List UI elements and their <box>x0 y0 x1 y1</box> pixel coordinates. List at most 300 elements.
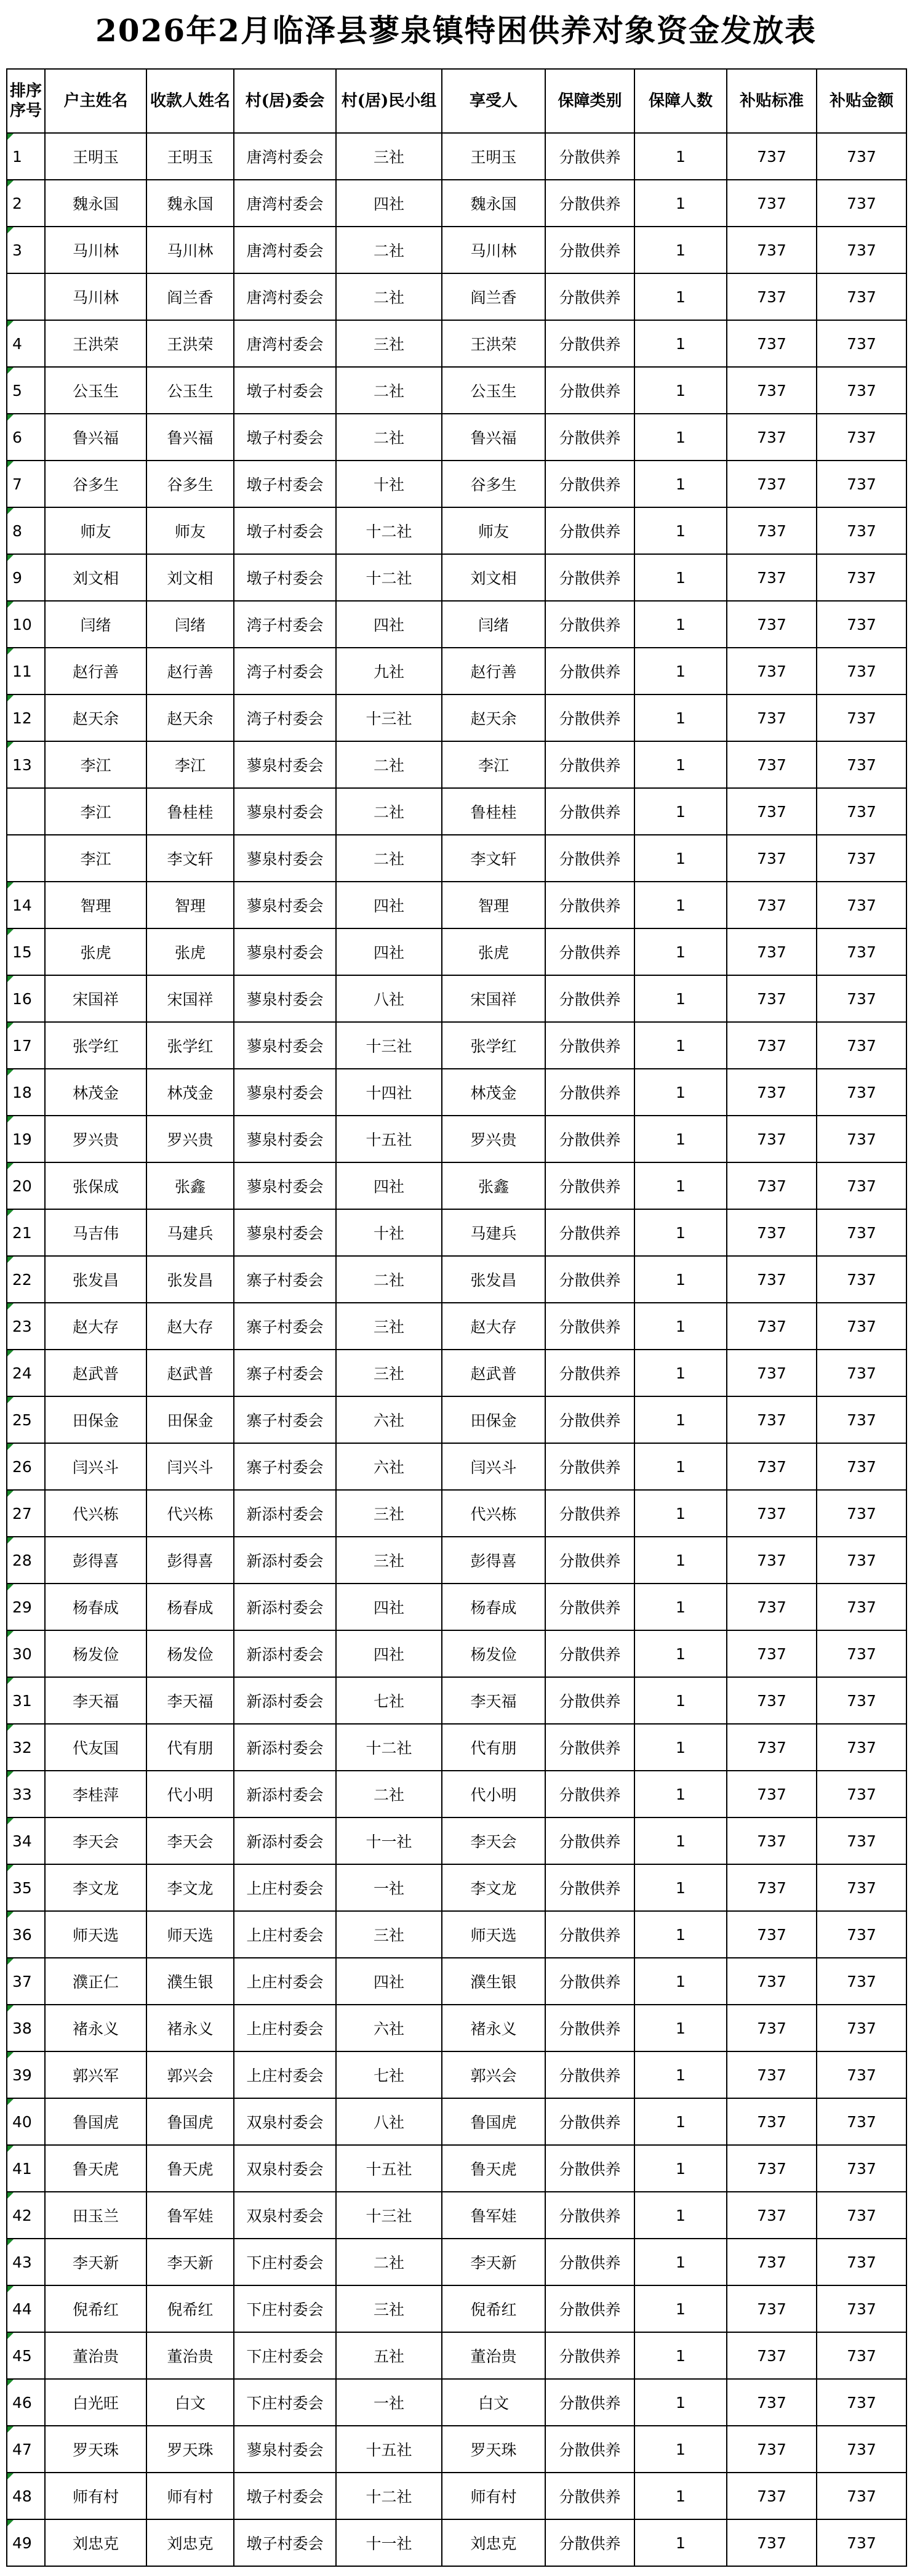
table-row <box>7 2145 906 2192</box>
table-row <box>7 1350 906 1396</box>
cell-amount: 737 <box>817 1396 906 1443</box>
cell-payee: 马建兵 <box>146 1209 234 1256</box>
cell-village-group: 十二社 <box>336 1724 442 1771</box>
cell-seq: 42 <box>7 2192 45 2239</box>
cell-category: 分散供养 <box>545 414 634 461</box>
cell-count: 1 <box>634 1209 727 1256</box>
cell-beneficiary: 代有朋 <box>442 1724 545 1771</box>
cell-amount: 737 <box>817 2051 906 2098</box>
cell-village-committee: 蓼泉村委会 <box>234 882 336 928</box>
cell-payee: 宋国祥 <box>146 975 234 1022</box>
cell-standard: 737 <box>727 788 817 835</box>
cell-standard: 737 <box>727 601 817 648</box>
cell-beneficiary: 王明玉 <box>442 133 545 180</box>
cell-seq: 4 <box>7 320 45 367</box>
cell-count: 1 <box>634 882 727 928</box>
cell-seq: 36 <box>7 1911 45 1958</box>
cell-payee: 王洪荣 <box>146 320 234 367</box>
cell-standard: 737 <box>727 835 817 882</box>
cell-payee: 闫兴斗 <box>146 1443 234 1490</box>
cell-category: 分散供养 <box>545 1911 634 1958</box>
cell-amount: 737 <box>817 1209 906 1256</box>
cell-village-committee: 蓼泉村委会 <box>234 1162 336 1209</box>
cell-village-committee: 新添村委会 <box>234 1584 336 1630</box>
cell-seq: 38 <box>7 2005 45 2051</box>
cell-household-head: 李天新 <box>45 2239 146 2285</box>
cell-village-group: 三社 <box>336 1911 442 1958</box>
cell-beneficiary: 刘文相 <box>442 554 545 601</box>
cell-village-committee: 墩子村委会 <box>234 2519 336 2566</box>
cell-payee: 罗天珠 <box>146 2426 234 2473</box>
cell-amount: 737 <box>817 788 906 835</box>
cell-category: 分散供养 <box>545 1771 634 1817</box>
cell-seq: 28 <box>7 1537 45 1584</box>
header-beneficiary: 享受人 <box>442 69 545 133</box>
cell-standard: 737 <box>727 1630 817 1677</box>
cell-standard: 737 <box>727 1724 817 1771</box>
cell-household-head: 倪希红 <box>45 2285 146 2332</box>
table-row <box>7 1490 906 1537</box>
cell-seq: 49 <box>7 2519 45 2566</box>
cell-village-group: 十五社 <box>336 2426 442 2473</box>
cell-village-committee: 墩子村委会 <box>234 461 336 507</box>
cell-village-group: 十一社 <box>336 1817 442 1864</box>
cell-payee: 张发昌 <box>146 1256 234 1303</box>
cell-village-committee: 湾子村委会 <box>234 648 336 694</box>
cell-village-group: 三社 <box>336 1537 442 1584</box>
cell-beneficiary: 杨春成 <box>442 1584 545 1630</box>
cell-household-head: 刘文相 <box>45 554 146 601</box>
header-count: 保障人数 <box>634 69 727 133</box>
cell-amount: 737 <box>817 1677 906 1724</box>
cell-standard: 737 <box>727 2473 817 2519</box>
cell-household-head: 田玉兰 <box>45 2192 146 2239</box>
cell-count: 1 <box>634 694 727 741</box>
cell-village-group: 六社 <box>336 2005 442 2051</box>
cell-count: 1 <box>634 2051 727 2098</box>
cell-amount: 737 <box>817 741 906 788</box>
cell-payee: 林茂金 <box>146 1069 234 1116</box>
cell-amount: 737 <box>817 882 906 928</box>
table-row <box>7 554 906 601</box>
cell-village-committee: 墩子村委会 <box>234 2473 336 2519</box>
cell-household-head: 马川林 <box>45 227 146 273</box>
cell-seq: 3 <box>7 227 45 273</box>
cell-amount: 737 <box>817 2285 906 2332</box>
cell-village-committee: 蓼泉村委会 <box>234 1069 336 1116</box>
cell-seq: 44 <box>7 2285 45 2332</box>
cell-count: 1 <box>634 1584 727 1630</box>
cell-household-head: 鲁国虎 <box>45 2098 146 2145</box>
cell-household-head: 赵天余 <box>45 694 146 741</box>
cell-beneficiary: 赵行善 <box>442 648 545 694</box>
table-row <box>7 648 906 694</box>
cell-household-head: 杨春成 <box>45 1584 146 1630</box>
cell-standard: 737 <box>727 1069 817 1116</box>
cell-standard: 737 <box>727 180 817 227</box>
cell-payee: 代兴栋 <box>146 1490 234 1537</box>
cell-count: 1 <box>634 133 727 180</box>
cell-beneficiary: 张鑫 <box>442 1162 545 1209</box>
cell-beneficiary: 赵天余 <box>442 694 545 741</box>
cell-standard: 737 <box>727 2145 817 2192</box>
cell-village-group: 十一社 <box>336 2519 442 2566</box>
cell-payee: 马川林 <box>146 227 234 273</box>
cell-count: 1 <box>634 1911 727 1958</box>
cell-village-committee: 双泉村委会 <box>234 2145 336 2192</box>
cell-payee: 褚永义 <box>146 2005 234 2051</box>
cell-payee: 李天会 <box>146 1817 234 1864</box>
cell-payee: 刘文相 <box>146 554 234 601</box>
cell-seq: 11 <box>7 648 45 694</box>
table-row <box>7 1116 906 1162</box>
cell-payee: 师天选 <box>146 1911 234 1958</box>
cell-payee: 赵大存 <box>146 1303 234 1350</box>
cell-payee: 董治贵 <box>146 2332 234 2379</box>
cell-count: 1 <box>634 1537 727 1584</box>
cell-seq: 12 <box>7 694 45 741</box>
cell-standard: 737 <box>727 461 817 507</box>
cell-amount: 737 <box>817 1443 906 1490</box>
cell-standard: 737 <box>727 320 817 367</box>
cell-payee: 白文 <box>146 2379 234 2426</box>
cell-household-head: 谷多生 <box>45 461 146 507</box>
table-row <box>7 975 906 1022</box>
cell-household-head: 李天福 <box>45 1677 146 1724</box>
cell-payee: 魏永国 <box>146 180 234 227</box>
cell-household-head: 闫兴斗 <box>45 1443 146 1490</box>
cell-beneficiary: 倪希红 <box>442 2285 545 2332</box>
cell-amount: 737 <box>817 2473 906 2519</box>
table-row <box>7 694 906 741</box>
cell-amount: 737 <box>817 507 906 554</box>
cell-standard: 737 <box>727 2098 817 2145</box>
cell-amount: 737 <box>817 273 906 320</box>
cell-seq: 15 <box>7 928 45 975</box>
cell-category: 分散供养 <box>545 2519 634 2566</box>
table-body <box>7 133 906 2566</box>
cell-standard: 737 <box>727 1350 817 1396</box>
cell-household-head: 田保金 <box>45 1396 146 1443</box>
cell-village-group: 三社 <box>336 1350 442 1396</box>
cell-seq: 45 <box>7 2332 45 2379</box>
table-header-row <box>7 69 906 133</box>
cell-standard: 737 <box>727 1911 817 1958</box>
cell-village-committee: 寨子村委会 <box>234 1396 336 1443</box>
cell-category: 分散供养 <box>545 1630 634 1677</box>
cell-category: 分散供养 <box>545 2239 634 2285</box>
cell-village-group: 四社 <box>336 180 442 227</box>
cell-standard: 737 <box>727 928 817 975</box>
cell-village-committee: 新添村委会 <box>234 1490 336 1537</box>
cell-payee: 鲁天虎 <box>146 2145 234 2192</box>
header-standard: 补贴标准 <box>727 69 817 133</box>
cell-seq: 8 <box>7 507 45 554</box>
cell-seq: 29 <box>7 1584 45 1630</box>
cell-seq <box>7 835 45 882</box>
cell-village-committee: 新添村委会 <box>234 1677 336 1724</box>
cell-amount: 737 <box>817 2332 906 2379</box>
cell-standard: 737 <box>727 1537 817 1584</box>
cell-category: 分散供养 <box>545 273 634 320</box>
cell-village-committee: 下庄村委会 <box>234 2239 336 2285</box>
cell-village-group: 二社 <box>336 1771 442 1817</box>
cell-category: 分散供养 <box>545 367 634 414</box>
cell-village-committee: 下庄村委会 <box>234 2332 336 2379</box>
table-row <box>7 2192 906 2239</box>
cell-village-group: 二社 <box>336 835 442 882</box>
cell-category: 分散供养 <box>545 882 634 928</box>
cell-count: 1 <box>634 2145 727 2192</box>
cell-payee: 张鑫 <box>146 1162 234 1209</box>
cell-beneficiary: 张学红 <box>442 1022 545 1069</box>
cell-category: 分散供养 <box>545 2473 634 2519</box>
cell-count: 1 <box>634 1350 727 1396</box>
cell-household-head: 赵大存 <box>45 1303 146 1350</box>
cell-village-group: 十五社 <box>336 2145 442 2192</box>
table-row <box>7 414 906 461</box>
cell-count: 1 <box>634 2192 727 2239</box>
cell-amount: 737 <box>817 227 906 273</box>
cell-standard: 737 <box>727 975 817 1022</box>
cell-standard: 737 <box>727 507 817 554</box>
table-row <box>7 273 906 320</box>
cell-count: 1 <box>634 1303 727 1350</box>
table-row <box>7 1537 906 1584</box>
cell-village-committee: 唐湾村委会 <box>234 133 336 180</box>
cell-seq: 17 <box>7 1022 45 1069</box>
cell-household-head: 鲁天虎 <box>45 2145 146 2192</box>
cell-beneficiary: 郭兴会 <box>442 2051 545 2098</box>
cell-seq: 9 <box>7 554 45 601</box>
cell-household-head: 公玉生 <box>45 367 146 414</box>
cell-count: 1 <box>634 2098 727 2145</box>
cell-count: 1 <box>634 320 727 367</box>
cell-amount: 737 <box>817 180 906 227</box>
cell-seq: 40 <box>7 2098 45 2145</box>
cell-seq: 32 <box>7 1724 45 1771</box>
cell-village-committee: 新添村委会 <box>234 1724 336 1771</box>
cell-seq: 43 <box>7 2239 45 2285</box>
cell-seq: 39 <box>7 2051 45 2098</box>
cell-count: 1 <box>634 928 727 975</box>
cell-household-head: 李江 <box>45 835 146 882</box>
cell-standard: 737 <box>727 273 817 320</box>
table-row <box>7 507 906 554</box>
cell-amount: 737 <box>817 2192 906 2239</box>
table-row <box>7 1911 906 1958</box>
cell-village-committee: 上庄村委会 <box>234 1911 336 1958</box>
cell-beneficiary: 褚永义 <box>442 2005 545 2051</box>
table-row <box>7 1256 906 1303</box>
cell-beneficiary: 鲁兴福 <box>442 414 545 461</box>
cell-household-head: 褚永义 <box>45 2005 146 2051</box>
cell-beneficiary: 师友 <box>442 507 545 554</box>
cell-category: 分散供养 <box>545 601 634 648</box>
cell-category: 分散供养 <box>545 180 634 227</box>
cell-beneficiary: 代兴栋 <box>442 1490 545 1537</box>
table-row <box>7 2051 906 2098</box>
cell-count: 1 <box>634 180 727 227</box>
cell-village-group: 二社 <box>336 367 442 414</box>
cell-village-committee: 湾子村委会 <box>234 601 336 648</box>
cell-seq: 27 <box>7 1490 45 1537</box>
cell-household-head: 李文龙 <box>45 1864 146 1911</box>
cell-count: 1 <box>634 648 727 694</box>
cell-standard: 737 <box>727 1396 817 1443</box>
cell-amount: 737 <box>817 1771 906 1817</box>
cell-village-committee: 蓼泉村委会 <box>234 975 336 1022</box>
cell-payee: 赵行善 <box>146 648 234 694</box>
table-row <box>7 1724 906 1771</box>
table-row <box>7 835 906 882</box>
cell-standard: 737 <box>727 2426 817 2473</box>
cell-count: 1 <box>634 367 727 414</box>
cell-household-head: 白光旺 <box>45 2379 146 2426</box>
cell-count: 1 <box>634 1630 727 1677</box>
cell-standard: 737 <box>727 2051 817 2098</box>
cell-household-head: 李桂萍 <box>45 1771 146 1817</box>
table-row <box>7 2379 906 2426</box>
cell-category: 分散供养 <box>545 2005 634 2051</box>
cell-standard: 737 <box>727 882 817 928</box>
cell-seq: 21 <box>7 1209 45 1256</box>
cell-beneficiary: 彭得喜 <box>442 1537 545 1584</box>
cell-standard: 737 <box>727 367 817 414</box>
cell-standard: 737 <box>727 1116 817 1162</box>
cell-village-committee: 蓼泉村委会 <box>234 1022 336 1069</box>
cell-village-committee: 唐湾村委会 <box>234 227 336 273</box>
cell-category: 分散供养 <box>545 2145 634 2192</box>
cell-village-committee: 寨子村委会 <box>234 1443 336 1490</box>
cell-amount: 737 <box>817 835 906 882</box>
cell-category: 分散供养 <box>545 1490 634 1537</box>
cell-household-head: 杨发俭 <box>45 1630 146 1677</box>
cell-seq: 35 <box>7 1864 45 1911</box>
table-row <box>7 2285 906 2332</box>
cell-beneficiary: 白文 <box>442 2379 545 2426</box>
cell-payee: 谷多生 <box>146 461 234 507</box>
cell-category: 分散供养 <box>545 741 634 788</box>
cell-village-committee: 双泉村委会 <box>234 2192 336 2239</box>
cell-category: 分散供养 <box>545 788 634 835</box>
cell-village-group: 四社 <box>336 1162 442 1209</box>
table-row <box>7 320 906 367</box>
cell-seq <box>7 788 45 835</box>
cell-household-head: 宋国祥 <box>45 975 146 1022</box>
cell-count: 1 <box>634 1864 727 1911</box>
cell-payee: 闫绪 <box>146 601 234 648</box>
cell-standard: 737 <box>727 2379 817 2426</box>
cell-standard: 737 <box>727 1209 817 1256</box>
cell-standard: 737 <box>727 2239 817 2285</box>
table-row <box>7 741 906 788</box>
cell-payee: 鲁军娃 <box>146 2192 234 2239</box>
table-row <box>7 1584 906 1630</box>
cell-village-committee: 湾子村委会 <box>234 694 336 741</box>
cell-village-committee: 墩子村委会 <box>234 414 336 461</box>
cell-beneficiary: 宋国祥 <box>442 975 545 1022</box>
cell-seq: 14 <box>7 882 45 928</box>
cell-standard: 737 <box>727 133 817 180</box>
cell-payee: 张虎 <box>146 928 234 975</box>
cell-standard: 737 <box>727 227 817 273</box>
cell-amount: 737 <box>817 1911 906 1958</box>
cell-seq <box>7 273 45 320</box>
cell-standard: 737 <box>727 2519 817 2566</box>
cell-count: 1 <box>634 1069 727 1116</box>
cell-household-head: 王明玉 <box>45 133 146 180</box>
cell-amount: 737 <box>817 2005 906 2051</box>
cell-beneficiary: 闫兴斗 <box>442 1443 545 1490</box>
cell-village-group: 七社 <box>336 2051 442 2098</box>
cell-village-group: 十二社 <box>336 2473 442 2519</box>
cell-category: 分散供养 <box>545 835 634 882</box>
cell-village-group: 十社 <box>336 461 442 507</box>
cell-count: 1 <box>634 2379 727 2426</box>
cell-seq: 48 <box>7 2473 45 2519</box>
cell-village-group: 二社 <box>336 227 442 273</box>
table-row <box>7 2005 906 2051</box>
cell-amount: 737 <box>817 2426 906 2473</box>
cell-standard: 737 <box>727 1817 817 1864</box>
cell-count: 1 <box>634 2285 727 2332</box>
cell-village-group: 七社 <box>336 1677 442 1724</box>
cell-category: 分散供养 <box>545 648 634 694</box>
cell-standard: 737 <box>727 2005 817 2051</box>
cell-category: 分散供养 <box>545 2098 634 2145</box>
cell-amount: 737 <box>817 601 906 648</box>
cell-village-group: 十三社 <box>336 1022 442 1069</box>
table-row <box>7 227 906 273</box>
cell-category: 分散供养 <box>545 320 634 367</box>
table-row <box>7 367 906 414</box>
cell-payee: 李天福 <box>146 1677 234 1724</box>
cell-seq: 19 <box>7 1116 45 1162</box>
table-row <box>7 133 906 180</box>
cell-payee: 罗兴贵 <box>146 1116 234 1162</box>
cell-village-committee: 唐湾村委会 <box>234 180 336 227</box>
cell-village-group: 一社 <box>336 1864 442 1911</box>
cell-count: 1 <box>634 1958 727 2005</box>
cell-count: 1 <box>634 1022 727 1069</box>
cell-village-committee: 下庄村委会 <box>234 2379 336 2426</box>
cell-beneficiary: 师天选 <box>442 1911 545 1958</box>
header-village-group: 村(居)民小组 <box>336 69 442 133</box>
cell-beneficiary: 刘忠克 <box>442 2519 545 2566</box>
cell-village-group: 九社 <box>336 648 442 694</box>
cell-amount: 737 <box>817 1630 906 1677</box>
cell-standard: 737 <box>727 1443 817 1490</box>
cell-village-group: 十五社 <box>336 1116 442 1162</box>
cell-payee: 杨春成 <box>146 1584 234 1630</box>
cell-household-head: 师有村 <box>45 2473 146 2519</box>
cell-beneficiary: 张发昌 <box>442 1256 545 1303</box>
cell-village-committee: 墩子村委会 <box>234 367 336 414</box>
cell-category: 分散供养 <box>545 1958 634 2005</box>
cell-village-committee: 新添村委会 <box>234 1630 336 1677</box>
cell-amount: 737 <box>817 367 906 414</box>
cell-seq: 26 <box>7 1443 45 1490</box>
cell-village-group: 二社 <box>336 414 442 461</box>
header-village-committee: 村(居)委会 <box>234 69 336 133</box>
cell-beneficiary: 林茂金 <box>442 1069 545 1116</box>
cell-seq: 31 <box>7 1677 45 1724</box>
cell-beneficiary: 闫绪 <box>442 601 545 648</box>
cell-payee: 赵武普 <box>146 1350 234 1396</box>
cell-beneficiary: 马建兵 <box>442 1209 545 1256</box>
cell-count: 1 <box>634 2473 727 2519</box>
